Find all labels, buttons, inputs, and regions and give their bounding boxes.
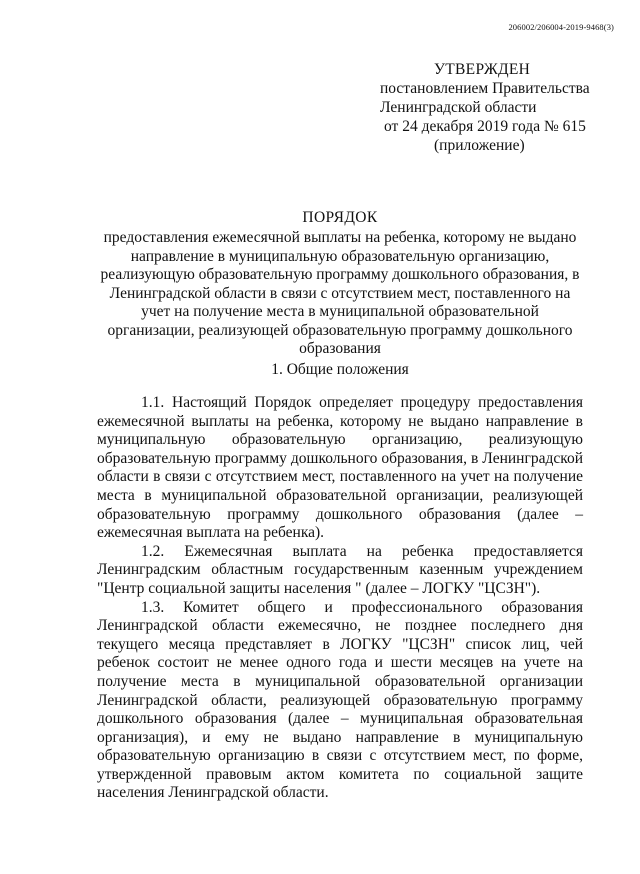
document-title: ПОРЯДОК bbox=[302, 209, 378, 226]
document-number: 206002/206004-2019-9468(3) bbox=[508, 22, 614, 32]
approval-date: от 24 декабря 2019 года № 615 bbox=[384, 118, 586, 135]
approval-title: УТВЕРЖДЕН bbox=[434, 61, 531, 78]
paragraph-1-3: 1.3. Комитет общего и профессионального образования Ленинградской области ежемесячно, не позднее последнего дня текущего месяца представляет в ЛОГКУ "ЦСЗН" список лиц, чей ребенок состоит не менее одного года и шести месяцев на учете на получение места в муниципальной образовательной организации Ленинградской области, реализующей образовательную программу дошкольного образования (далее – муниципальная образовательная организация), и ему не выдано направление в муниципальную образовательную организацию в связи с отсутствием мест, по форме, утвержденной правовым актом комитета по социальной защите населения Ленинградской области. bbox=[97, 598, 583, 802]
document-subtitle: предоставления ежемесячной выплаты на ребенка, которому не выдано направление в муниципальную образовательную организацию, реализующую образовательную программу дошкольного образования, в Ленинградской области в связи с отсутствием мест, поставленного на учет на получение места в муниципальной образовательной организации, реализующей образовательную программу дошкольного образования bbox=[100, 229, 580, 357]
approval-block bbox=[380, 60, 620, 155]
approval-region: Ленинградской области bbox=[380, 99, 537, 116]
approval-appendix: (приложение) bbox=[434, 137, 525, 154]
approval-issuer: постановлением Правительства bbox=[380, 80, 590, 97]
paragraph-1-1: 1.1. Настоящий Порядок определяет процедуру предоставления ежемесячной выплаты на ребенка, которому не выдано направление в муниципальную образовательную организацию, реализующую образовательную программу дошкольного образования, в Ленинградской области в связи с отсутствием мест, поставленного на учет на получение места в муниципальной образовательной организации, реализующей образовательную программу дошкольного образования (далее – ежемесячная выплата на ребенка). bbox=[97, 394, 583, 542]
document-body bbox=[97, 394, 583, 803]
section-heading: 1. Общие положения bbox=[271, 361, 409, 378]
paragraph-1-2: 1.2. Ежемесячная выплата на ребенка предоставляется Ленинградским областным государственным казенным учреждением "Центр социальной защиты населения " (далее – ЛОГКУ "ЦСЗН"). bbox=[97, 542, 583, 597]
